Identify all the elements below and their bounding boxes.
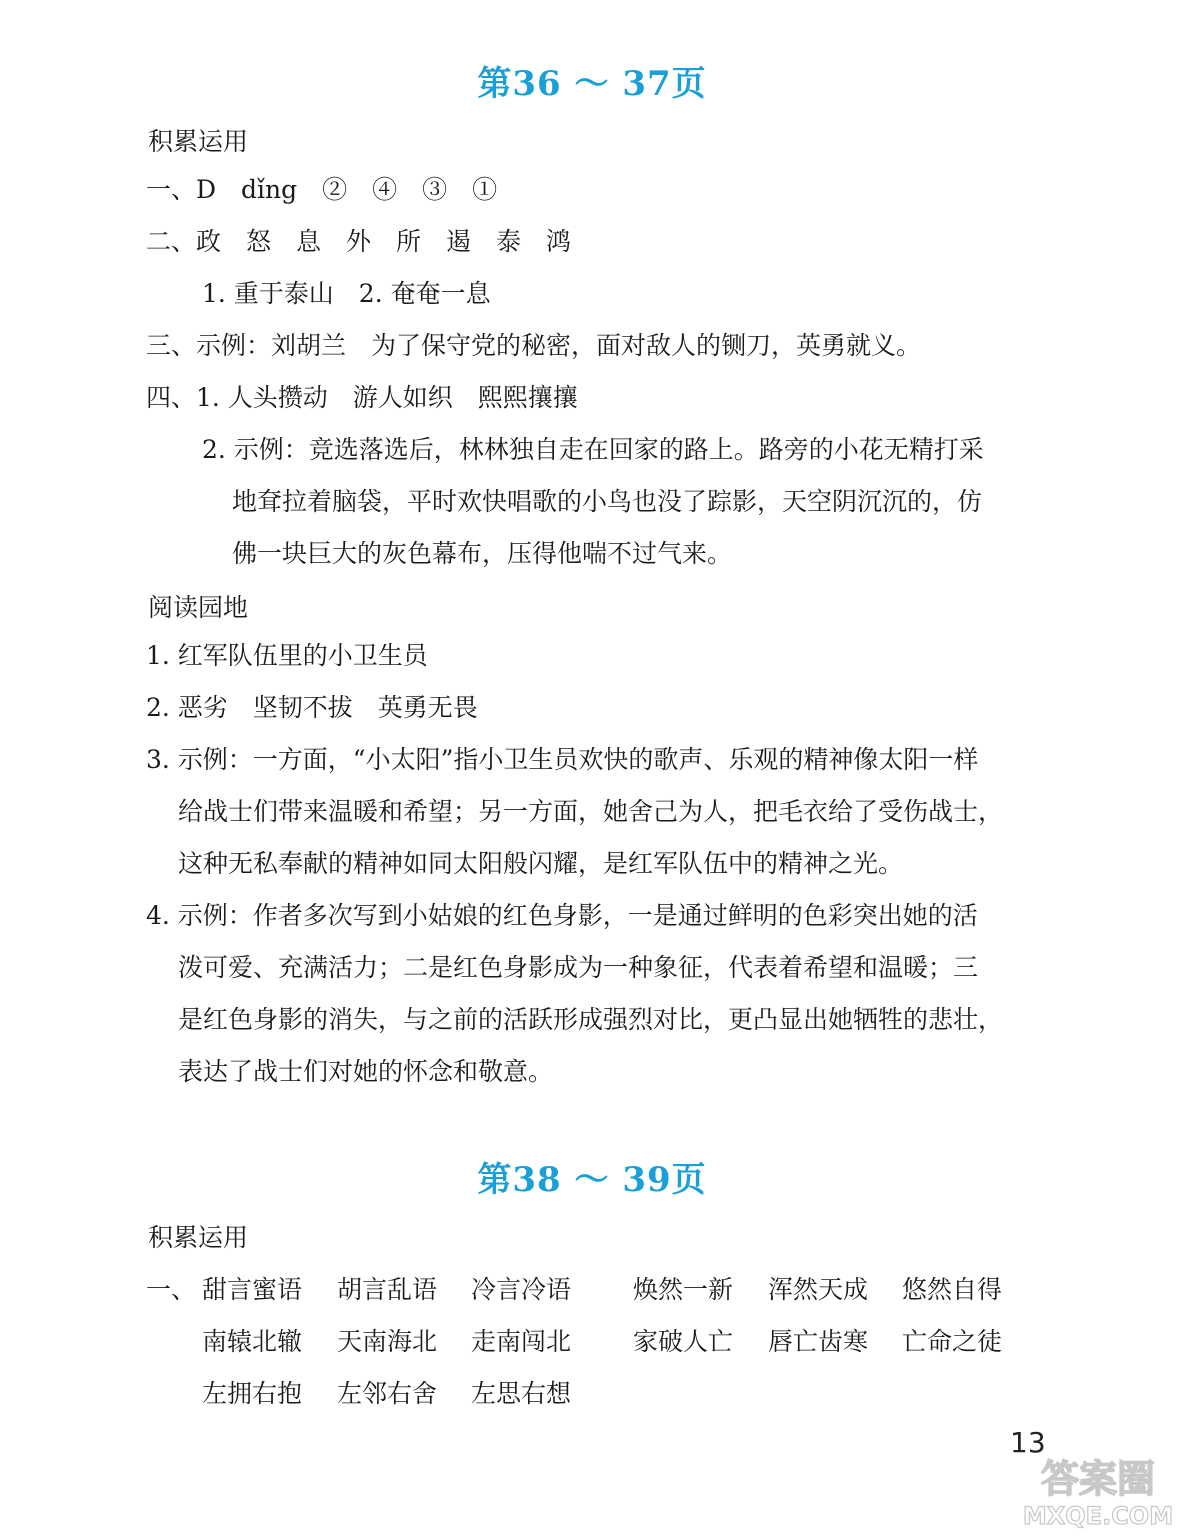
- idiom: 家破人亡: [633, 1327, 734, 1356]
- reading-4-line1: 4. 示例：作者多次写到小姑娘的红色身影，一是通过鲜明的色彩突出她的活: [146, 901, 978, 930]
- idiom: 浑然天成: [768, 1275, 869, 1304]
- page-number: 13: [1010, 1426, 1046, 1459]
- answer-3: 三、示例：刘胡兰 为了保守党的秘密，面对敌人的铡刀，英勇就义。: [146, 331, 922, 360]
- reading-3-line1: 3. 示例：一方面，“小太阳”指小卫生员欢快的歌声、乐观的精神像太阳一样: [146, 745, 979, 774]
- answer-4-2-line3: 佛一块巨大的灰色幕布，压得他喘不过气来。: [232, 539, 733, 568]
- watermark-url: MXQE.COM: [1022, 1502, 1174, 1530]
- watermark-logo: [1018, 1442, 1178, 1532]
- answer-4-2-line2: 地耷拉着脑袋，平时欢快唱歌的小鸟也没了踪影，天空阴沉沉的，仿: [232, 487, 983, 516]
- idiom: 悠然自得: [902, 1275, 1003, 1304]
- heading-accumulation: 积累运用: [148, 127, 249, 156]
- idiom: 唇亡齿寒: [768, 1327, 869, 1356]
- answer-2: 二、政 怒 息 外 所 遏 泰 鸿: [146, 227, 572, 256]
- answer-4-1: 四、1. 人头攒动 游人如织 熙熙攘攘: [146, 383, 578, 412]
- reading-1: 1. 红军队伍里的小卫生员: [146, 641, 428, 670]
- idiom-prefix: 一、: [146, 1275, 197, 1304]
- answer-1: 一、D dǐng ② ④ ③ ①: [146, 175, 498, 204]
- idiom: 左思右想: [471, 1379, 572, 1408]
- answer-2-sub: 1. 重于泰山 2. 奄奄一息: [202, 279, 491, 308]
- heading-reading: 阅读园地: [148, 593, 249, 622]
- reading-4-line3: 是红色身影的消失，与之前的活跃形成强烈对比，更凸显出她牺牲的悲壮，: [178, 1005, 1004, 1034]
- idiom: 左拥右抱: [202, 1379, 303, 1408]
- section-title-36-37: 第36 ～ 37页: [477, 64, 707, 104]
- idiom: 焕然一新: [633, 1275, 734, 1304]
- reading-4-line4: 表达了战士们对她的怀念和敬意。: [178, 1057, 554, 1086]
- reading-3-line3: 这种无私奉献的精神如同太阳般闪耀，是红军队伍中的精神之光。: [178, 849, 904, 878]
- reading-2: 2. 恶劣 坚韧不拔 英勇无畏: [146, 693, 478, 722]
- idiom: 天南海北: [337, 1327, 438, 1356]
- idiom: 胡言乱语: [337, 1275, 438, 1304]
- watermark-text: 答案圈: [1040, 1457, 1156, 1501]
- idiom: 甜言蜜语: [202, 1275, 303, 1304]
- answer-4-2-line1: 2. 示例：竞选落选后，林林独自走在回家的路上。路旁的小花无精打采: [202, 435, 984, 464]
- reading-3-line2: 给战士们带来温暖和希望；另一方面，她舍己为人，把毛衣给了受伤战士，: [178, 797, 1004, 826]
- idiom: 南辕北辙: [202, 1327, 303, 1356]
- idiom: 冷言冷语: [471, 1275, 572, 1304]
- idiom: 走南闯北: [471, 1327, 572, 1356]
- section-title-38-39: 第38 ～ 39页: [477, 1160, 707, 1200]
- heading-accumulation-2: 积累运用: [148, 1223, 249, 1252]
- idiom: 左邻右舍: [337, 1379, 438, 1408]
- reading-4-line2: 泼可爱、充满活力；二是红色身影成为一种象征，代表着希望和温暖；三: [178, 953, 979, 982]
- idiom: 亡命之徒: [902, 1327, 1003, 1356]
